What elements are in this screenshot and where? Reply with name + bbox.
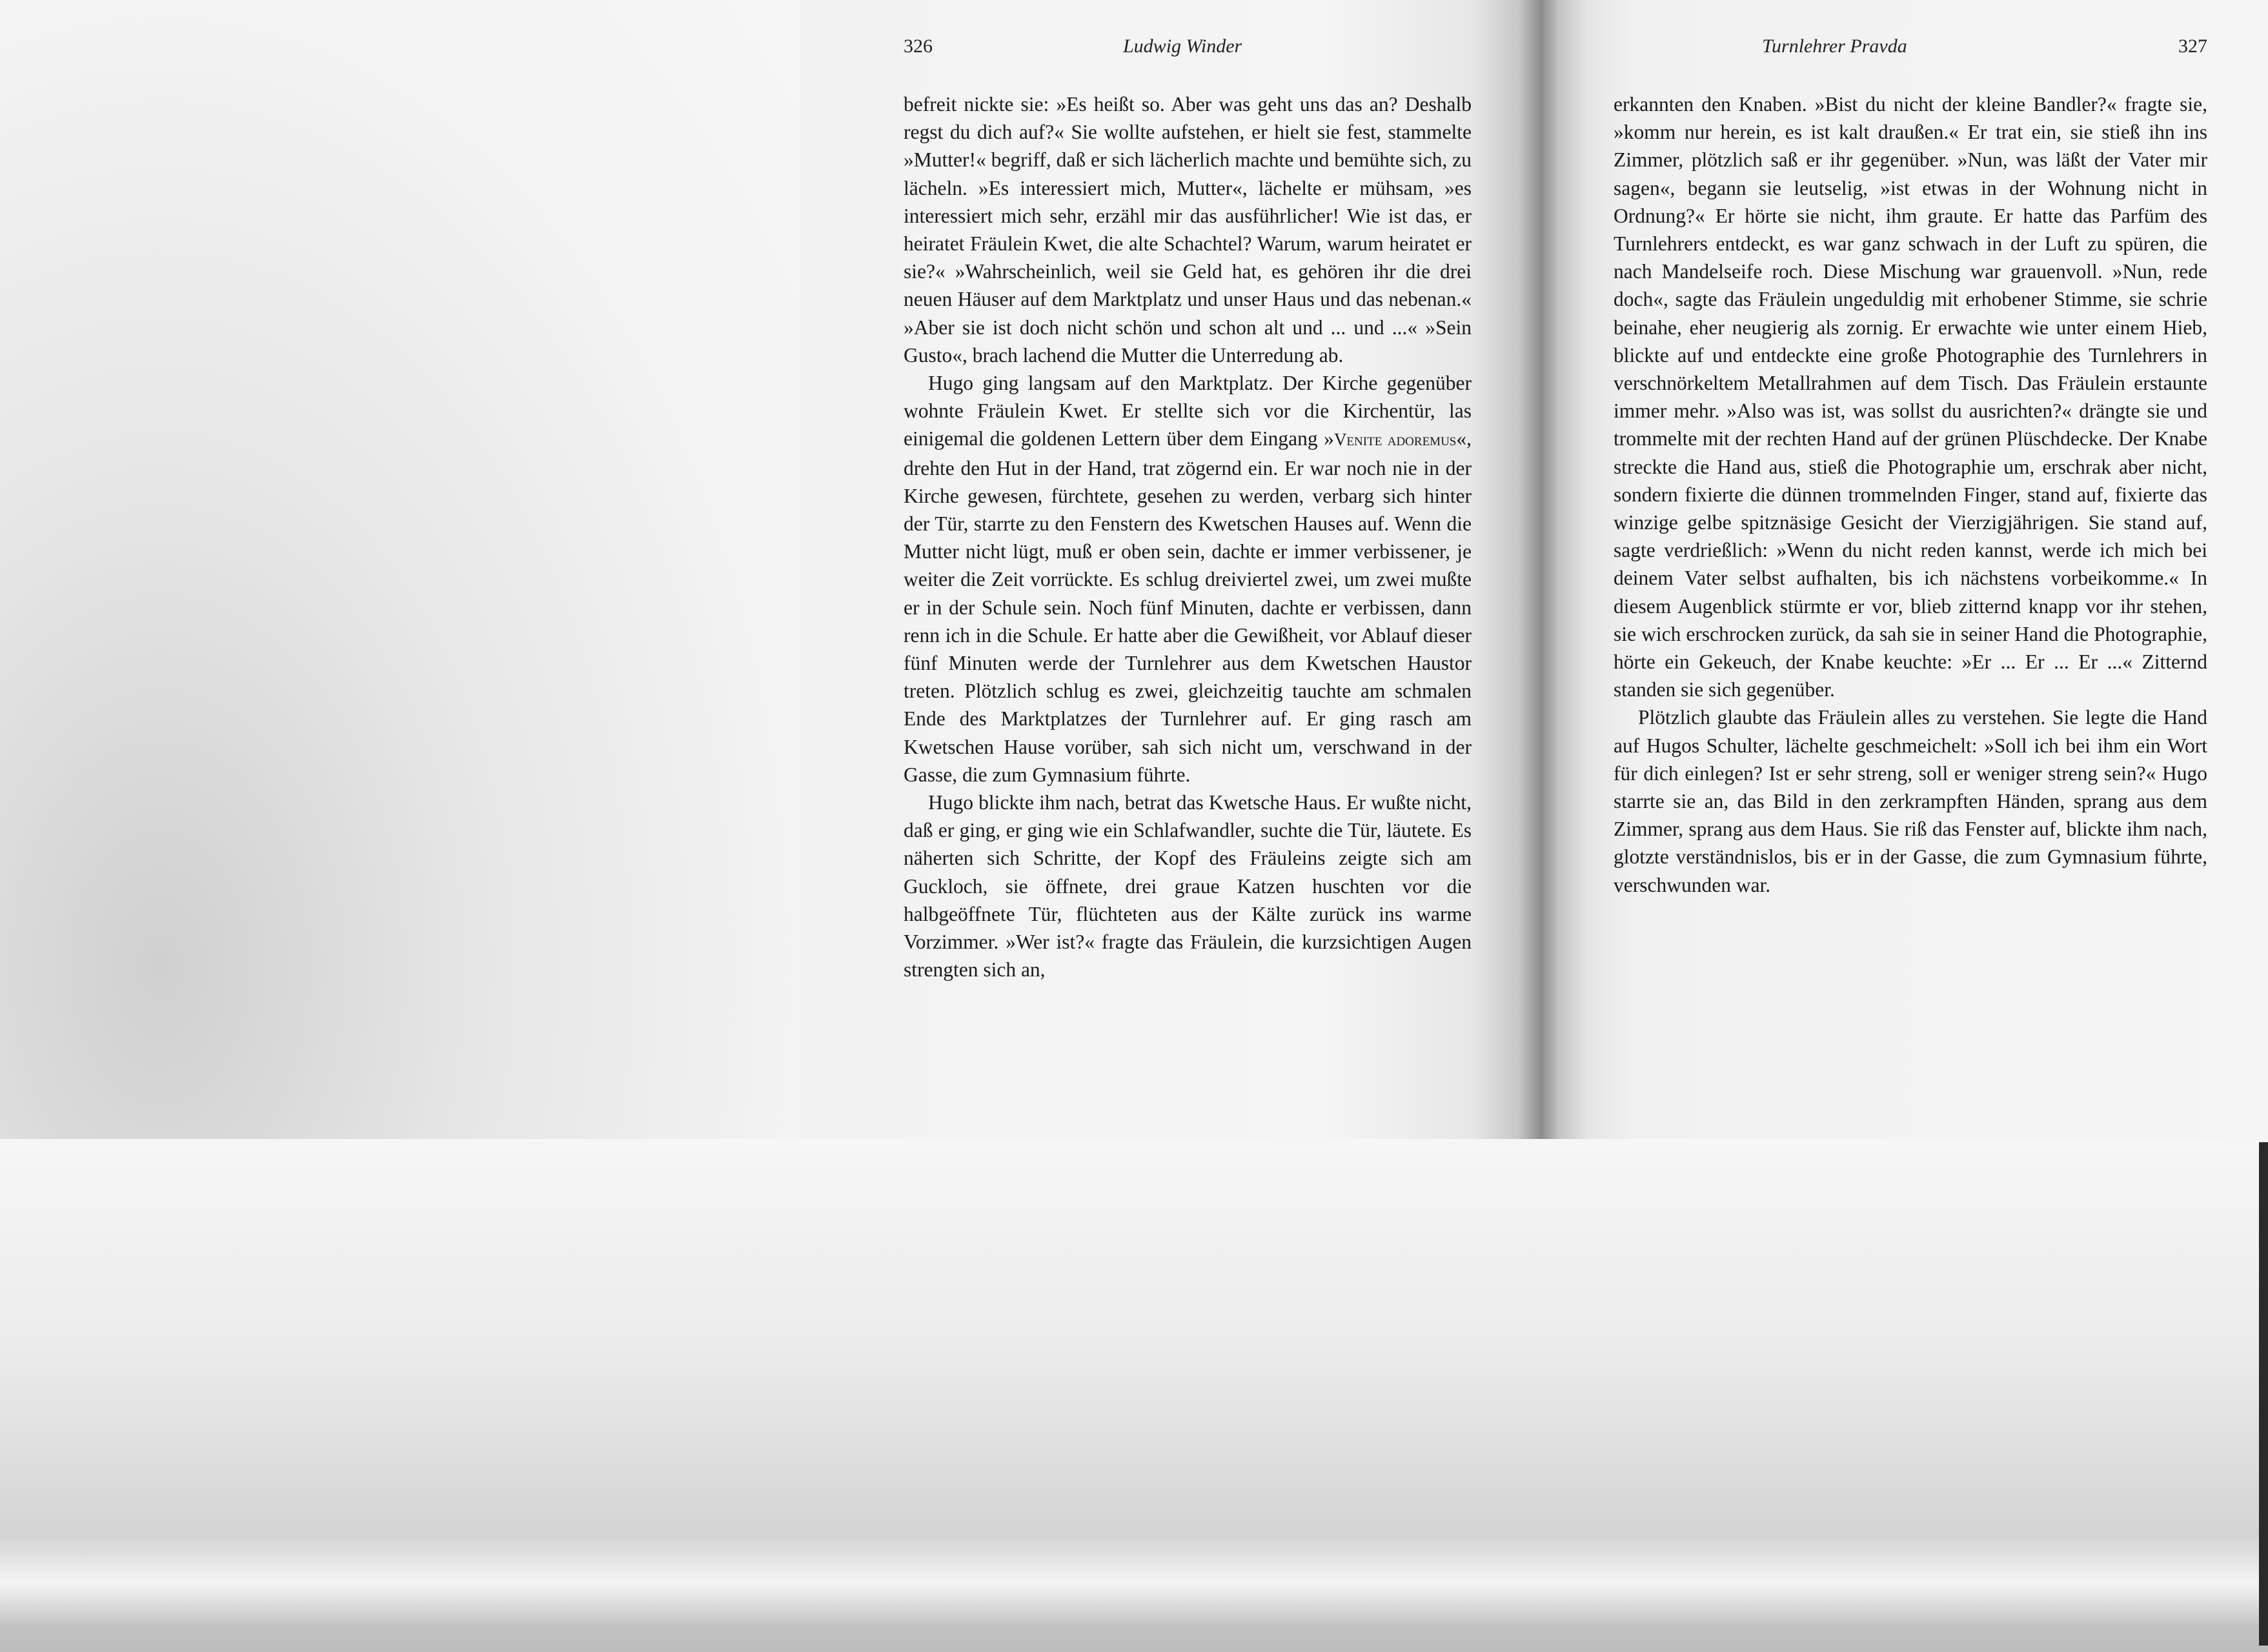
paragraph [904,369,1472,789]
body-text [1614,90,2207,899]
paragraph-text: befreit nickte sie: »Es heißt so. Aber was geht uns das an? Deshalb regst du dich auf?« Sie wollte aufstehen, er hielt sie fest, stammelte »Mutter!« begriff, daß er sich lächerlich machte und bemühte sich, zu lächeln. »Es interessiert mich, Mutter«, lächelte er mühsam, »es interessiert mich sehr, erzähl mir das ausführlicher! Wie ist das, er heiratet Fräulein Kwet, die alte Schachtel? Warum, warum heiratet er sie?« »Wahrscheinlich, weil sie Geld hat, es gehören ihr die drei neuen Häuser auf dem Marktplatz und unser Haus und das nebenan.« »Aber sie ist doch nicht schön und schon alt und ... und ...« »Sein Gusto«, brach lachend die Mutter die Unterredung ab. [904,93,1472,367]
paragraph: Plötzlich glaubte das Fräulein alles zu verstehen. Sie legte die Hand auf Hugos Schulter, lächelte geschmeichelt: »Soll ich bei ihm ein Wort für dich einlegen? Ist er sehr streng, soll er weniger streng sein?« Hugo starrte sie an, das Bild in den zerkrampften Händen, sprang aus dem Zimmer, sprang aus dem Haus. Sie riß das Fenster auf, blickte ihm nach, glotzte verständnislos, bis er in der Gasse, die zum Gymnasium führte, verschwunden war. [1614,706,2207,896]
paragraph-text: Hugo blickte ihm nach, betrat das Kwetsche Haus. Er wußte nicht, daß er ging, er ging wie ein Schlafwandler, suchte die Tür, läutete. Es näherten sich Schritte, der Kopf des Fräuleins zeigte sich am Guckloch, sie öffnete, drei graue Katzen huschten vor die halbgeöffnete Tür, flüchteten aus der Kälte zurück ins warme Vorzimmer. »Wer ist?« fragte das Fräulein, die kurzsichtigen Augen strengten sich an, [904,791,1472,982]
page-number: 327 [2178,35,2207,57]
scanner-bed-area [0,1139,2268,1652]
running-title: Ludwig Winder [1123,35,1242,57]
page-header [904,35,1484,61]
paragraph [904,789,1472,983]
scanner-edge [2259,1142,2268,1646]
page-number: 326 [904,35,933,57]
book-page-right [1549,0,2268,1139]
book-gutter-shadow [1472,0,1588,1139]
page-header [1614,35,2207,61]
blank-facing-sheet [0,0,800,1139]
paragraph: erkannten den Knaben. »Bist du nicht der kleine Bandler?« fragte sie, »komm nur herein, es ist kalt draußen.« Er trat ein, sie stieß ihn ins Zimmer, plötzlich saß er ihr gegenüber. »Nun, was läßt der Vater mir sagen«, begann sie leutselig, »ist etwas in der Wohnung nicht in Ordnung?« Er hörte sie nicht, ihm graute. Er hatte das Parfüm des Turnlehrers entdeckt, es war ganz schwach in der Luft zu spüren, die nach Mandelseife roch. Diese Mischung war grauenvoll. »Nun, rede doch«, sagte das Fräulein ungeduldig mit erhobener Stimme, sie schrie beinahe, eher neugierig als zornig. Er erwachte wie unter einem Hieb, blickte auf und entdeckte eine große Photographie des Turnlehrers in verschnörkeltem Metallrahmen auf dem Tisch. Das Fräulein erstaunte immer mehr. »Also was ist, was sollst du ausrichten?« drängte sie und trommelte mit der rechten Hand auf der grünen Plüschdecke. Der Knabe streckte die Hand aus, stieß die Photographie um, erschrak aber nicht, sondern fixierte die dünnen trommelnden Finger, stand auf, fixierte das winzige gelbe spitznäsige Gesicht der Vierzigjährigen. Sie stand auf, sagte verdrießlich: »Wenn du nicht reden kannst, werde ich mich bei deinem Vater selbst aufhalten, bis ich nächstens vorbeikomme.« In diesem Augenblick stürmte er vor, blieb zitternd knapp vor ihr stehen, sie wich erschrocken zurück, da sah sie in seiner Hand die Photographie, hörte ein Gekeuch, der Knabe keuchte: »Er ... Er ... Er ...« Zitternd standen sie sich gegenüber. [1614,93,2207,701]
paragraph-text: «, drehte den Hut in der Hand, trat zögernd ein. Er war noch nie in der Kirche gewesen, fürchtete, gesehen zu werden, verbarg sich hinter der Tür, starrte zu den Fenstern des Kwetschen Hauses auf. Wenn die Mutter nicht lügt, muß er oben sein, dachte er immer verbissener, je weiter die Zeit vorrückte. Es schlug dreiviertel zwei, um zwei mußte er in der Schule sein. Noch fünf Minuten, dachte er verbissen, dann renn ich in die Schule. Er hatte aber die Gewißheit, vor Ablauf dieser fünf Minuten werde der Turnlehrer aus dem Kwetschen Haustor treten. Plötzlich schlug es zwei, gleichzeitig tauchte am schmalen Ende des Marktplatzes der Turnlehrer auf. Er ging rasch am Kwetschen Hause vorüber, sah sich nicht um, verschwand in der Gasse, die zum Gymnasium führte. [904,427,1472,786]
running-title: Turnlehrer Pravda [1762,35,1907,57]
paragraph [904,90,1472,369]
paragraph-text: Hugo ging langsam auf den Marktplatz. Der Kirche gegenüber wohnte Fräulein Kwet. Er stellte sich vor die Kirchentür, las einigemal die goldenen Lettern über dem Eingang » [904,372,1472,450]
inscription-small-caps: Venite adoremus [1333,430,1457,450]
book-page-left [800,0,1549,1139]
body-text [904,90,1472,984]
